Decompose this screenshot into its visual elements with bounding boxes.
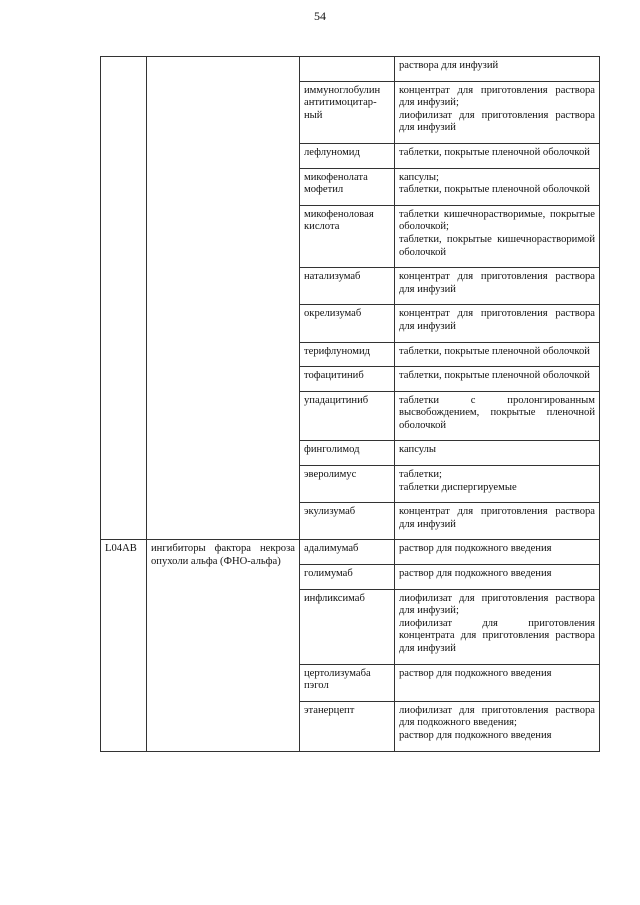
dosage-form-line: лиофилизат для приготовления концентрата для приготовления раствора для инфузий: [399, 617, 595, 654]
dosage-form-line: таблетки, покрытые кишечнорастворимой оболочкой: [399, 233, 595, 258]
dosage-form-line: таблетки, покрытые пленочной оболочкой: [399, 370, 590, 382]
drug-name-cell: микофеноловая кислота: [300, 205, 395, 267]
dosage-form-line: капсулы: [399, 444, 437, 456]
drug-name-cell: голимумаб: [300, 565, 395, 590]
dosage-form-line: раствор для подкожного введения: [399, 543, 552, 555]
table-row: [101, 540, 600, 565]
drug-name-cell: финголимод: [300, 441, 395, 466]
dosage-form-cell: [395, 565, 600, 590]
dosage-form-line: концентрат для приготовления раствора для инфузий;: [399, 84, 595, 109]
dosage-form-line: раствор для подкожного введения: [399, 667, 552, 679]
drug-name-cell: инфликсимаб: [300, 589, 395, 664]
drug-name-cell: [300, 57, 395, 82]
drug-name-cell: экулизумаб: [300, 503, 395, 540]
drug-name-cell: упадацитиниб: [300, 391, 395, 441]
dosage-form-line: таблетки, покрытые пленочной оболочкой: [399, 345, 590, 357]
dosage-form-line: лиофилизат для приготовления раствора для подкожного введения;: [399, 704, 595, 729]
drug-name-cell: окрелизумаб: [300, 305, 395, 342]
dosage-form-line: таблетки с пролонгированным высвобождением, покрытые пленочной оболочкой: [399, 394, 595, 431]
dosage-form-cell: [395, 367, 600, 392]
dosage-form-cell: [395, 466, 600, 503]
dosage-form-cell: [395, 143, 600, 168]
dosage-form-line: раствор для подкожного введения: [399, 729, 552, 741]
drug-name-cell: тофацитиниб: [300, 367, 395, 392]
code-cell-empty: [101, 57, 147, 540]
dosage-form-line: таблетки;: [399, 469, 442, 481]
dosage-form-line: концентрат для приготовления раствора для инфузий: [399, 308, 595, 332]
dosage-form-line: концентрат для приготовления раствора для инфузий: [399, 271, 595, 295]
dosage-form-line: таблетки кишечнорастворимые, покрытые оболочкой;: [399, 208, 595, 233]
dosage-form-cell: [395, 205, 600, 267]
table-body-continued: [101, 57, 600, 540]
dosage-form-line: лиофилизат для приготовления раствора для инфузий: [399, 109, 595, 134]
dosage-form-line: раствора для инфузий: [399, 60, 499, 71]
dosage-form-cell: [395, 81, 600, 143]
drug-name-cell: эверолимус: [300, 466, 395, 503]
drug-name-cell: этанерцепт: [300, 701, 395, 751]
dosage-form-cell: [395, 168, 600, 205]
group-cell-empty: [147, 57, 300, 540]
page-number: 54: [314, 9, 326, 23]
drug-name-cell: терифлуномид: [300, 342, 395, 367]
dosage-form-cell: [395, 268, 600, 305]
group-l04ab: [101, 540, 600, 751]
dosage-form-cell: [395, 589, 600, 664]
drug-name-cell: адалимумаб: [300, 540, 395, 565]
dosage-form-line: лиофилизат для приготовления раствора для инфузий;: [399, 592, 595, 617]
dosage-form-line: концентрат для приготовления раствора для инфузий: [399, 506, 595, 530]
group-title-cell: ингибиторы фактора некроза опухоли альфа (ФНО-альфа): [147, 540, 300, 751]
drug-name-cell: микофенолата мофетил: [300, 168, 395, 205]
drug-table: [100, 56, 600, 752]
dosage-form-cell: [395, 441, 600, 466]
dosage-form-line: таблетки диспергируемые: [399, 481, 517, 493]
dosage-form-cell: [395, 391, 600, 441]
table-row: [101, 57, 600, 82]
atc-code-cell: L04AB: [101, 540, 147, 751]
dosage-form-line: таблетки, покрытые пленочной оболочкой: [399, 184, 590, 196]
dosage-form-cell: [395, 305, 600, 342]
dosage-form-cell: [395, 664, 600, 701]
dosage-form-line: капсулы;: [399, 171, 439, 183]
dosage-form-cell: [395, 57, 600, 82]
drug-name-cell: иммуноглобулин антитимоцитар-ный: [300, 81, 395, 143]
dosage-form-cell: [395, 342, 600, 367]
dosage-form-cell: [395, 701, 600, 751]
drug-name-cell: цертолизумаба пэгол: [300, 664, 395, 701]
dosage-form-cell: [395, 503, 600, 540]
dosage-form-cell: [395, 540, 600, 565]
dosage-form-line: таблетки, покрытые пленочной оболочкой: [399, 146, 590, 158]
drug-name-cell: лефлуномид: [300, 143, 395, 168]
dosage-form-line: раствор для подкожного введения: [399, 568, 552, 580]
drug-name-cell: натализумаб: [300, 268, 395, 305]
